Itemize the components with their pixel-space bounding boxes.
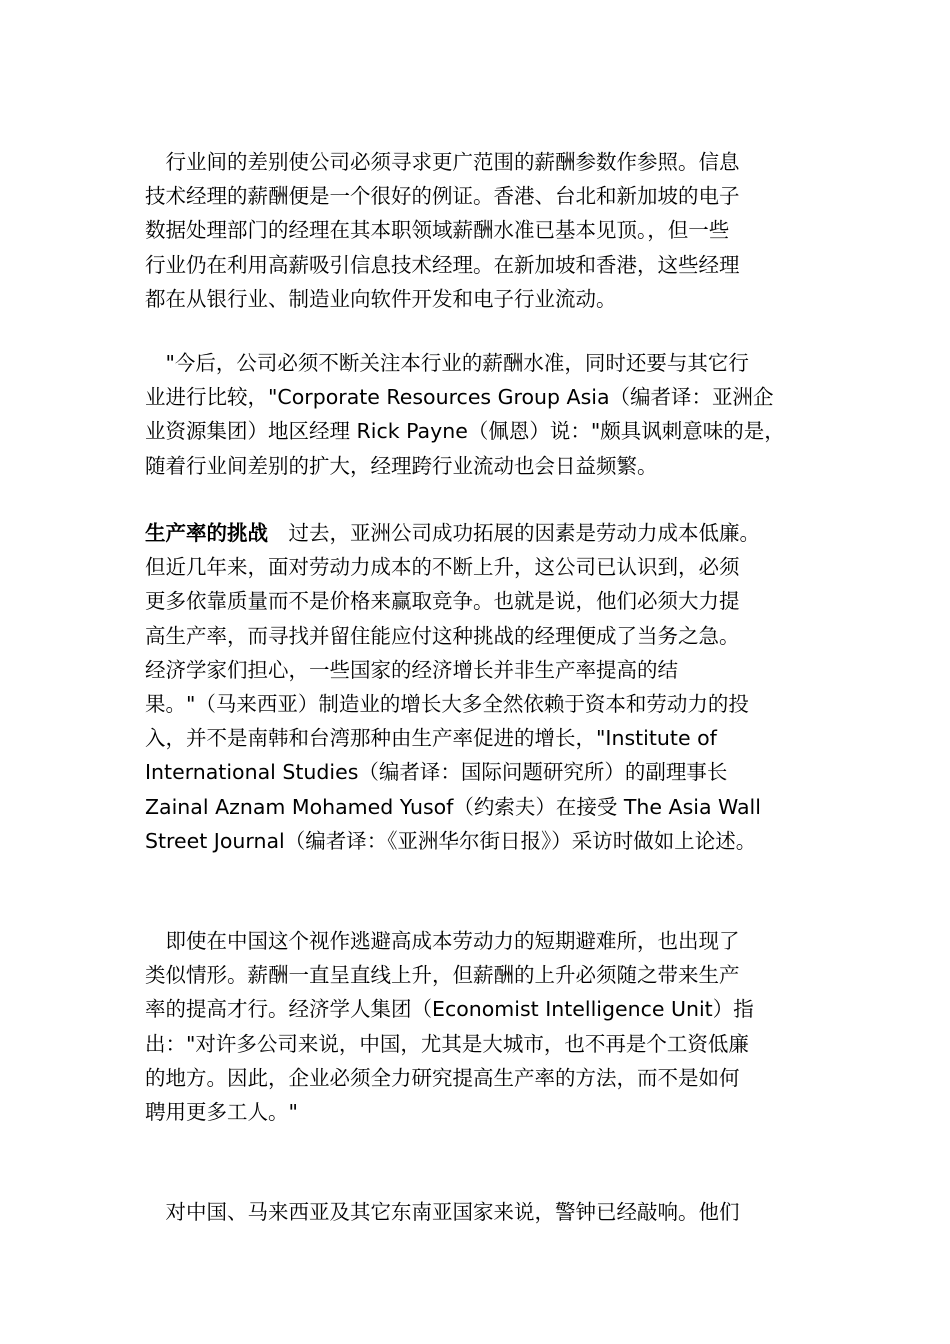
text-line: 聘用更多工人。" xyxy=(145,1099,298,1124)
text-line: 即使在中国这个视作逃避高成本劳动力的短期避难所，也出现了 xyxy=(145,929,740,953)
text-line: 都在从银行业、制造业向软件开发和电子行业流动。 xyxy=(145,286,617,311)
paragraph-productivity-challenge xyxy=(145,516,825,858)
text-line: 技术经理的薪酬便是一个很好的例证。香港、台北和新加坡的电子 xyxy=(145,184,740,209)
paragraph-rick-payne-quote xyxy=(145,346,825,483)
text-line: 但近几年来，面对劳动力成本的不断上升，这公司已认识到，必须 xyxy=(145,555,740,580)
text-line: 高生产率，而寻找并留住能应付这种挑战的经理便成了当务之急。 xyxy=(145,623,740,648)
text-line: 行业间的差别使公司必须寻求更广范围的薪酬参数作参照。信息 xyxy=(145,150,740,174)
text-fragment: 过去，亚洲公司成功拓展的因素是劳动力成本低廉。 xyxy=(268,521,760,545)
text-line: 行业仍在利用高薪吸引信息技术经理。在新加坡和香港，这些经理 xyxy=(145,252,740,277)
text-line xyxy=(145,516,825,550)
text-line: "今后，公司必须不断关注本行业的薪酬水准，同时还要与其它行 xyxy=(145,351,749,375)
text-line: Zainal Aznam Mohamed Yusof（约索夫）在接受 The Asia Wall xyxy=(145,794,761,819)
text-line: 类似情形。薪酬一直呈直线上升，但薪酬的上升必须随之带来生产 xyxy=(145,963,740,988)
text-line: 果。"（马来西亚）制造业的增长大多全然依赖于资本和劳动力的投 xyxy=(145,691,749,716)
text-line: 经济学家们担心，一些国家的经济增长并非生产率提高的结 xyxy=(145,657,678,682)
text-line: 业资源集团）地区经理 Rick Payne（佩恩）说："颇具讽刺意味的是， xyxy=(145,419,785,444)
text-line: 更多依靠质量而不是价格来赢取竞争。也就是说，他们必须大力提 xyxy=(145,589,740,614)
text-line: 出："对许多公司来说，中国，尤其是大城市，也不再是个工资低廉 xyxy=(145,1031,749,1056)
text-line: 对中国、马来西亚及其它东南亚国家来说，警钟已经敲响。他们 xyxy=(145,1200,740,1224)
text-line: 数据处理部门的经理在其本职领域薪酬水准已基本见顶。，但一些 xyxy=(145,218,730,243)
text-line: 业进行比较，"Corporate Resources Group Asia（编者译：亚洲企 xyxy=(145,385,774,410)
text-line: Street Journal（编者译：《亚洲华尔街日报》）采访时做如上论述。 xyxy=(145,828,757,853)
text-line: 率的提高才行。经济学人集团（Economist Intelligence Unit）指 xyxy=(145,997,754,1022)
text-line: 的地方。因此，企业必须全力研究提高生产率的方法，而不是如何 xyxy=(145,1065,740,1090)
paragraph-warning-bell xyxy=(145,1195,825,1229)
text-line: 入，并不是南韩和台湾那种由生产率促进的增长，"Institute of xyxy=(145,726,717,751)
section-heading: 生产率的挑战 xyxy=(145,521,268,545)
paragraph-china-situation xyxy=(145,924,825,1129)
paragraph-industry-differences xyxy=(145,145,825,316)
text-line: International Studies（编者译：国际问题研究所）的副理事长 xyxy=(145,760,728,785)
text-line: 随着行业间差别的扩大，经理跨行业流动也会日益频繁。 xyxy=(145,453,658,478)
